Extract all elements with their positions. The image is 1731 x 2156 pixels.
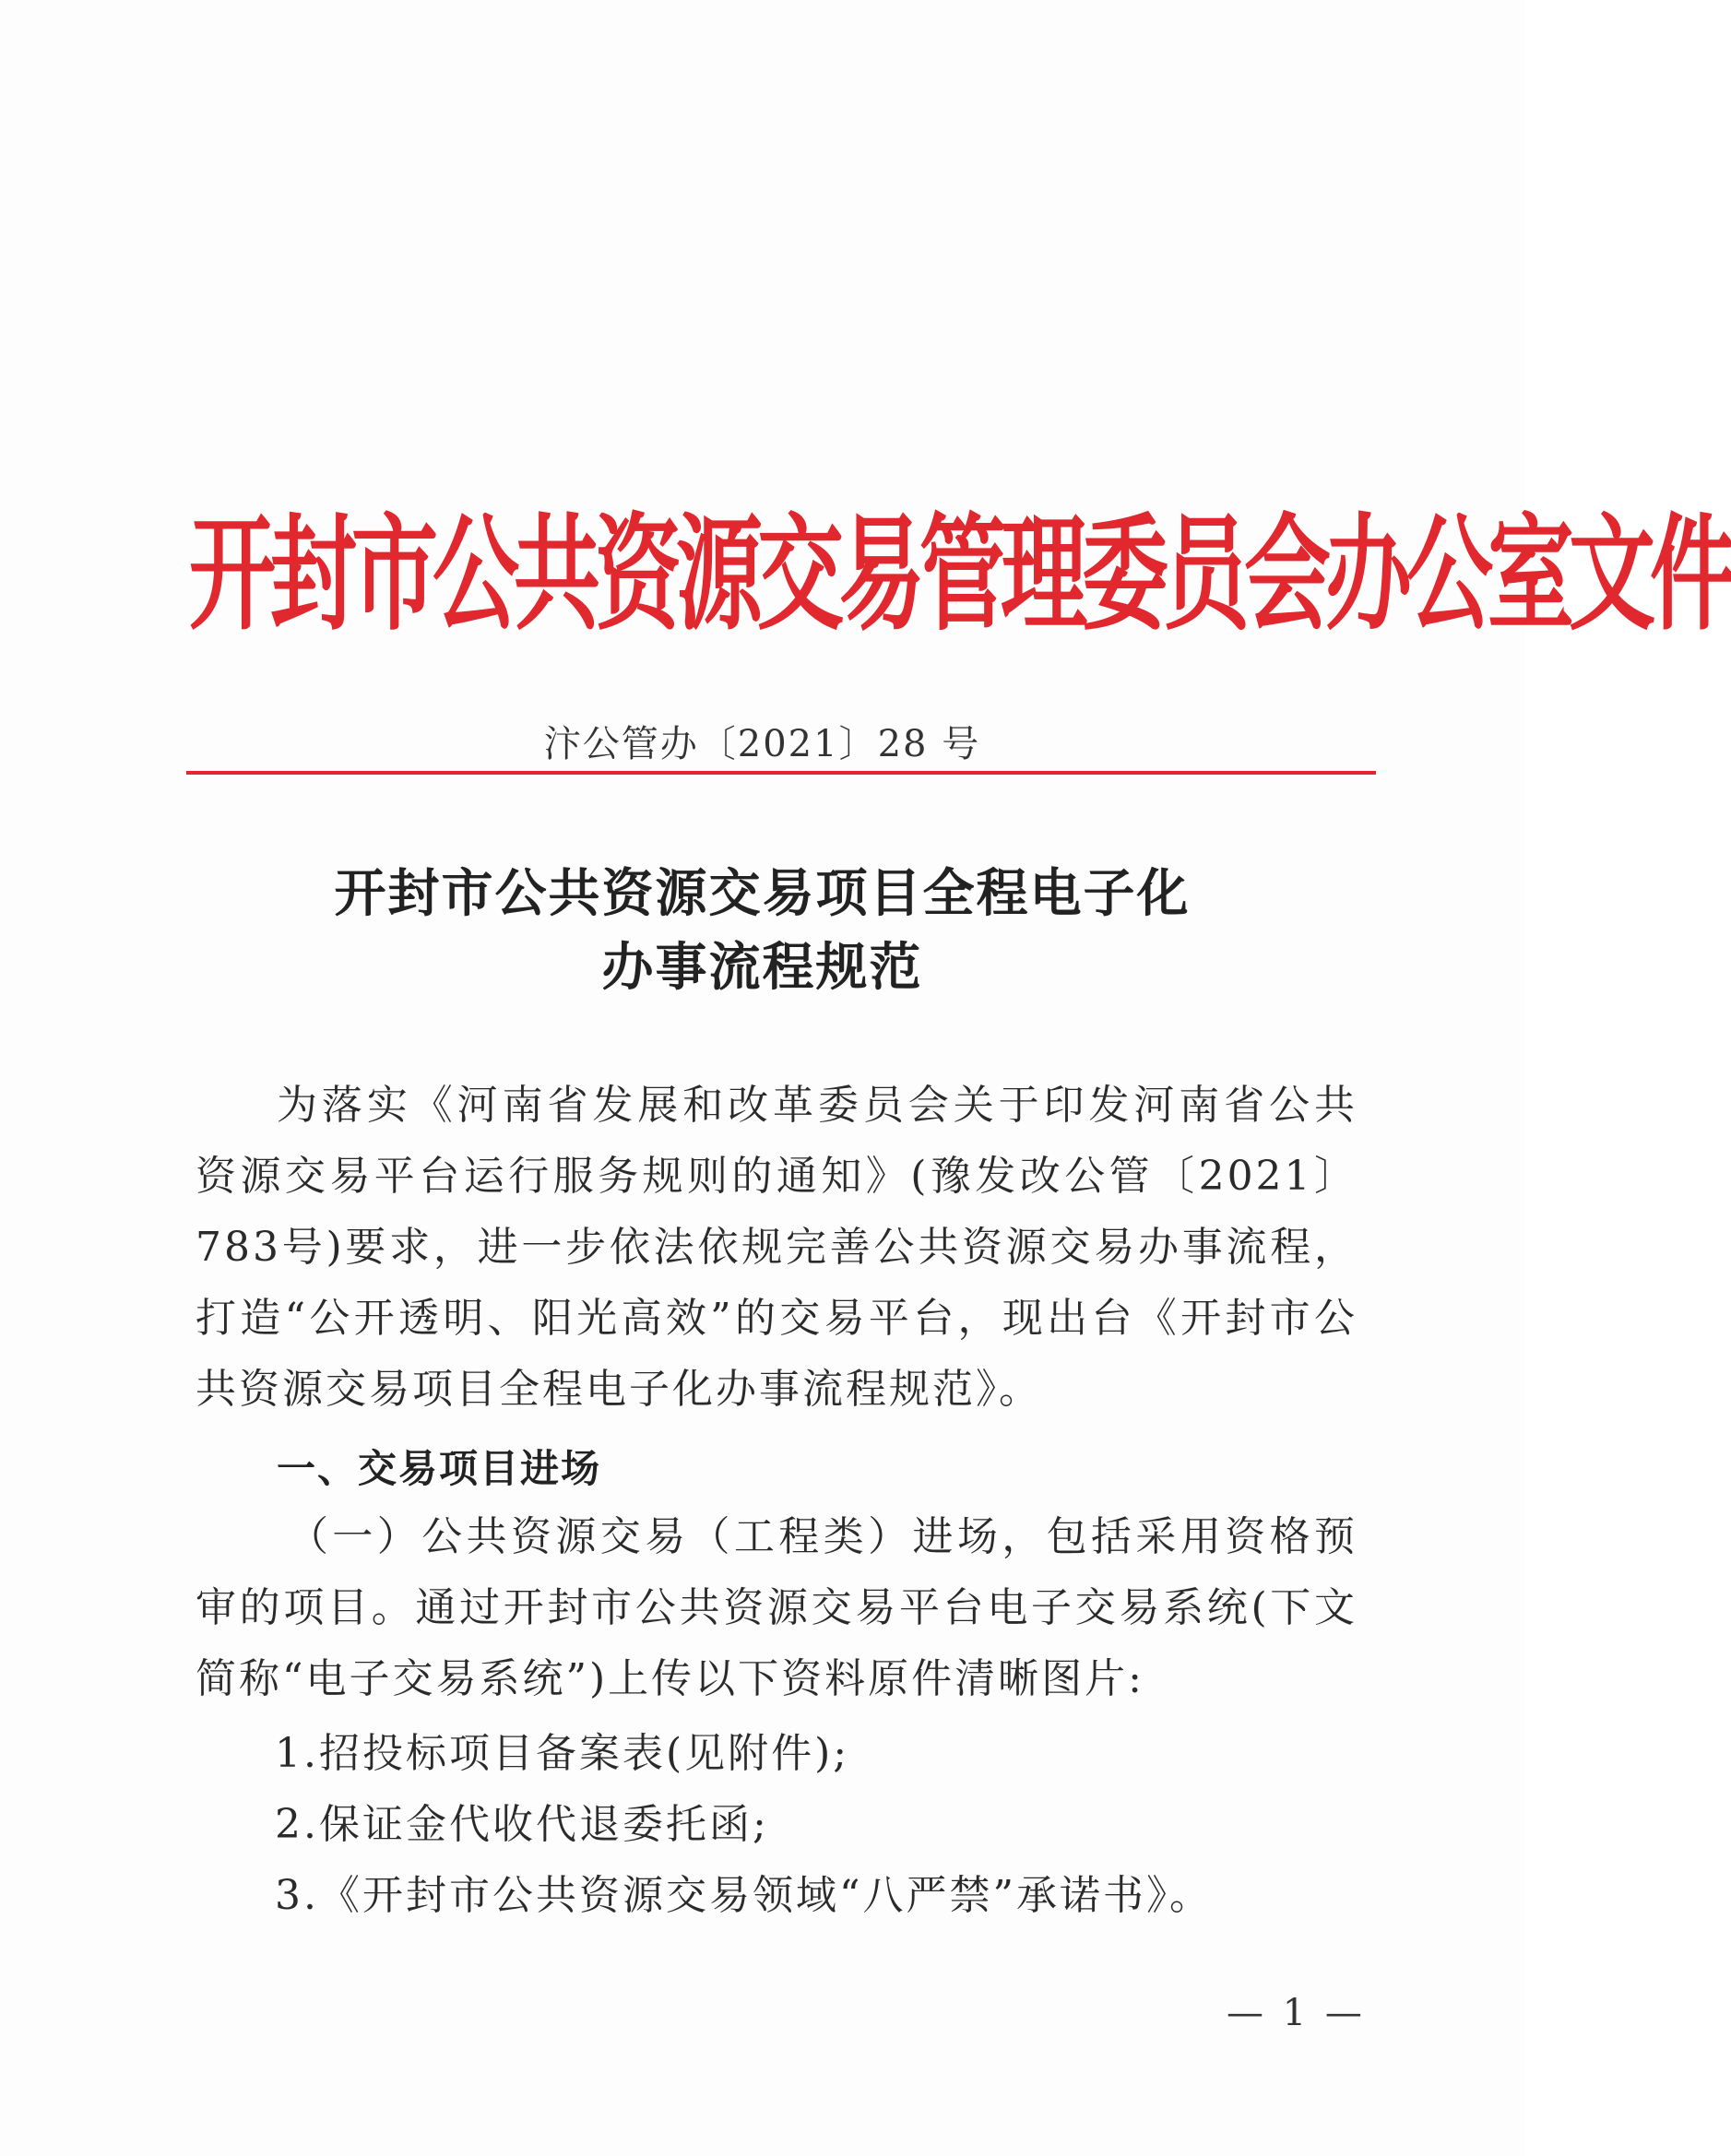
issuer-title: 开封市公共资源交易管理委员会办公室文件 <box>189 503 1731 649</box>
page-number: — 1 — <box>1227 1992 1366 2034</box>
intro-paragraph: 为落实《河南省发展和改革委员会关于印发河南省公共资源交易平台运行服务规则的通知》(豫发改公管〔2021〕783号)要求，进一步依法依规完善公共资源交易办事流程，打造“公开透明、阳光高效”的交易平台，现出台《开封市公共资源交易项目全程电子化办事流程规范》。 <box>196 1082 1358 1413</box>
subsection-paragraph-1: （一）公共资源交易（工程类）进场，包括采用资格预审的项目。通过开封市公共资源交易平台电子交易系统(下文简称“电子交易系统”)上传以下资料原件清晰图片: <box>196 1513 1358 1702</box>
document-title-line-1: 开封市公共资源交易项目全程电子化 <box>334 863 1191 924</box>
list-item-2: 2.保证金代收代退委托函; <box>275 1801 769 1848</box>
list-item-1: 1.招投标项目备案表(见附件); <box>275 1730 850 1777</box>
section-heading-1: 一、交易项目进场 <box>277 1446 602 1491</box>
document-title-line-2: 办事流程规范 <box>601 937 923 998</box>
document-number: 汴公管办〔2021〕28 号 <box>543 723 981 765</box>
list-item-3: 3.《开封市公共资源交易领域“八严禁”承诺书》。 <box>275 1872 1213 1919</box>
header-red-rule <box>186 771 1376 775</box>
